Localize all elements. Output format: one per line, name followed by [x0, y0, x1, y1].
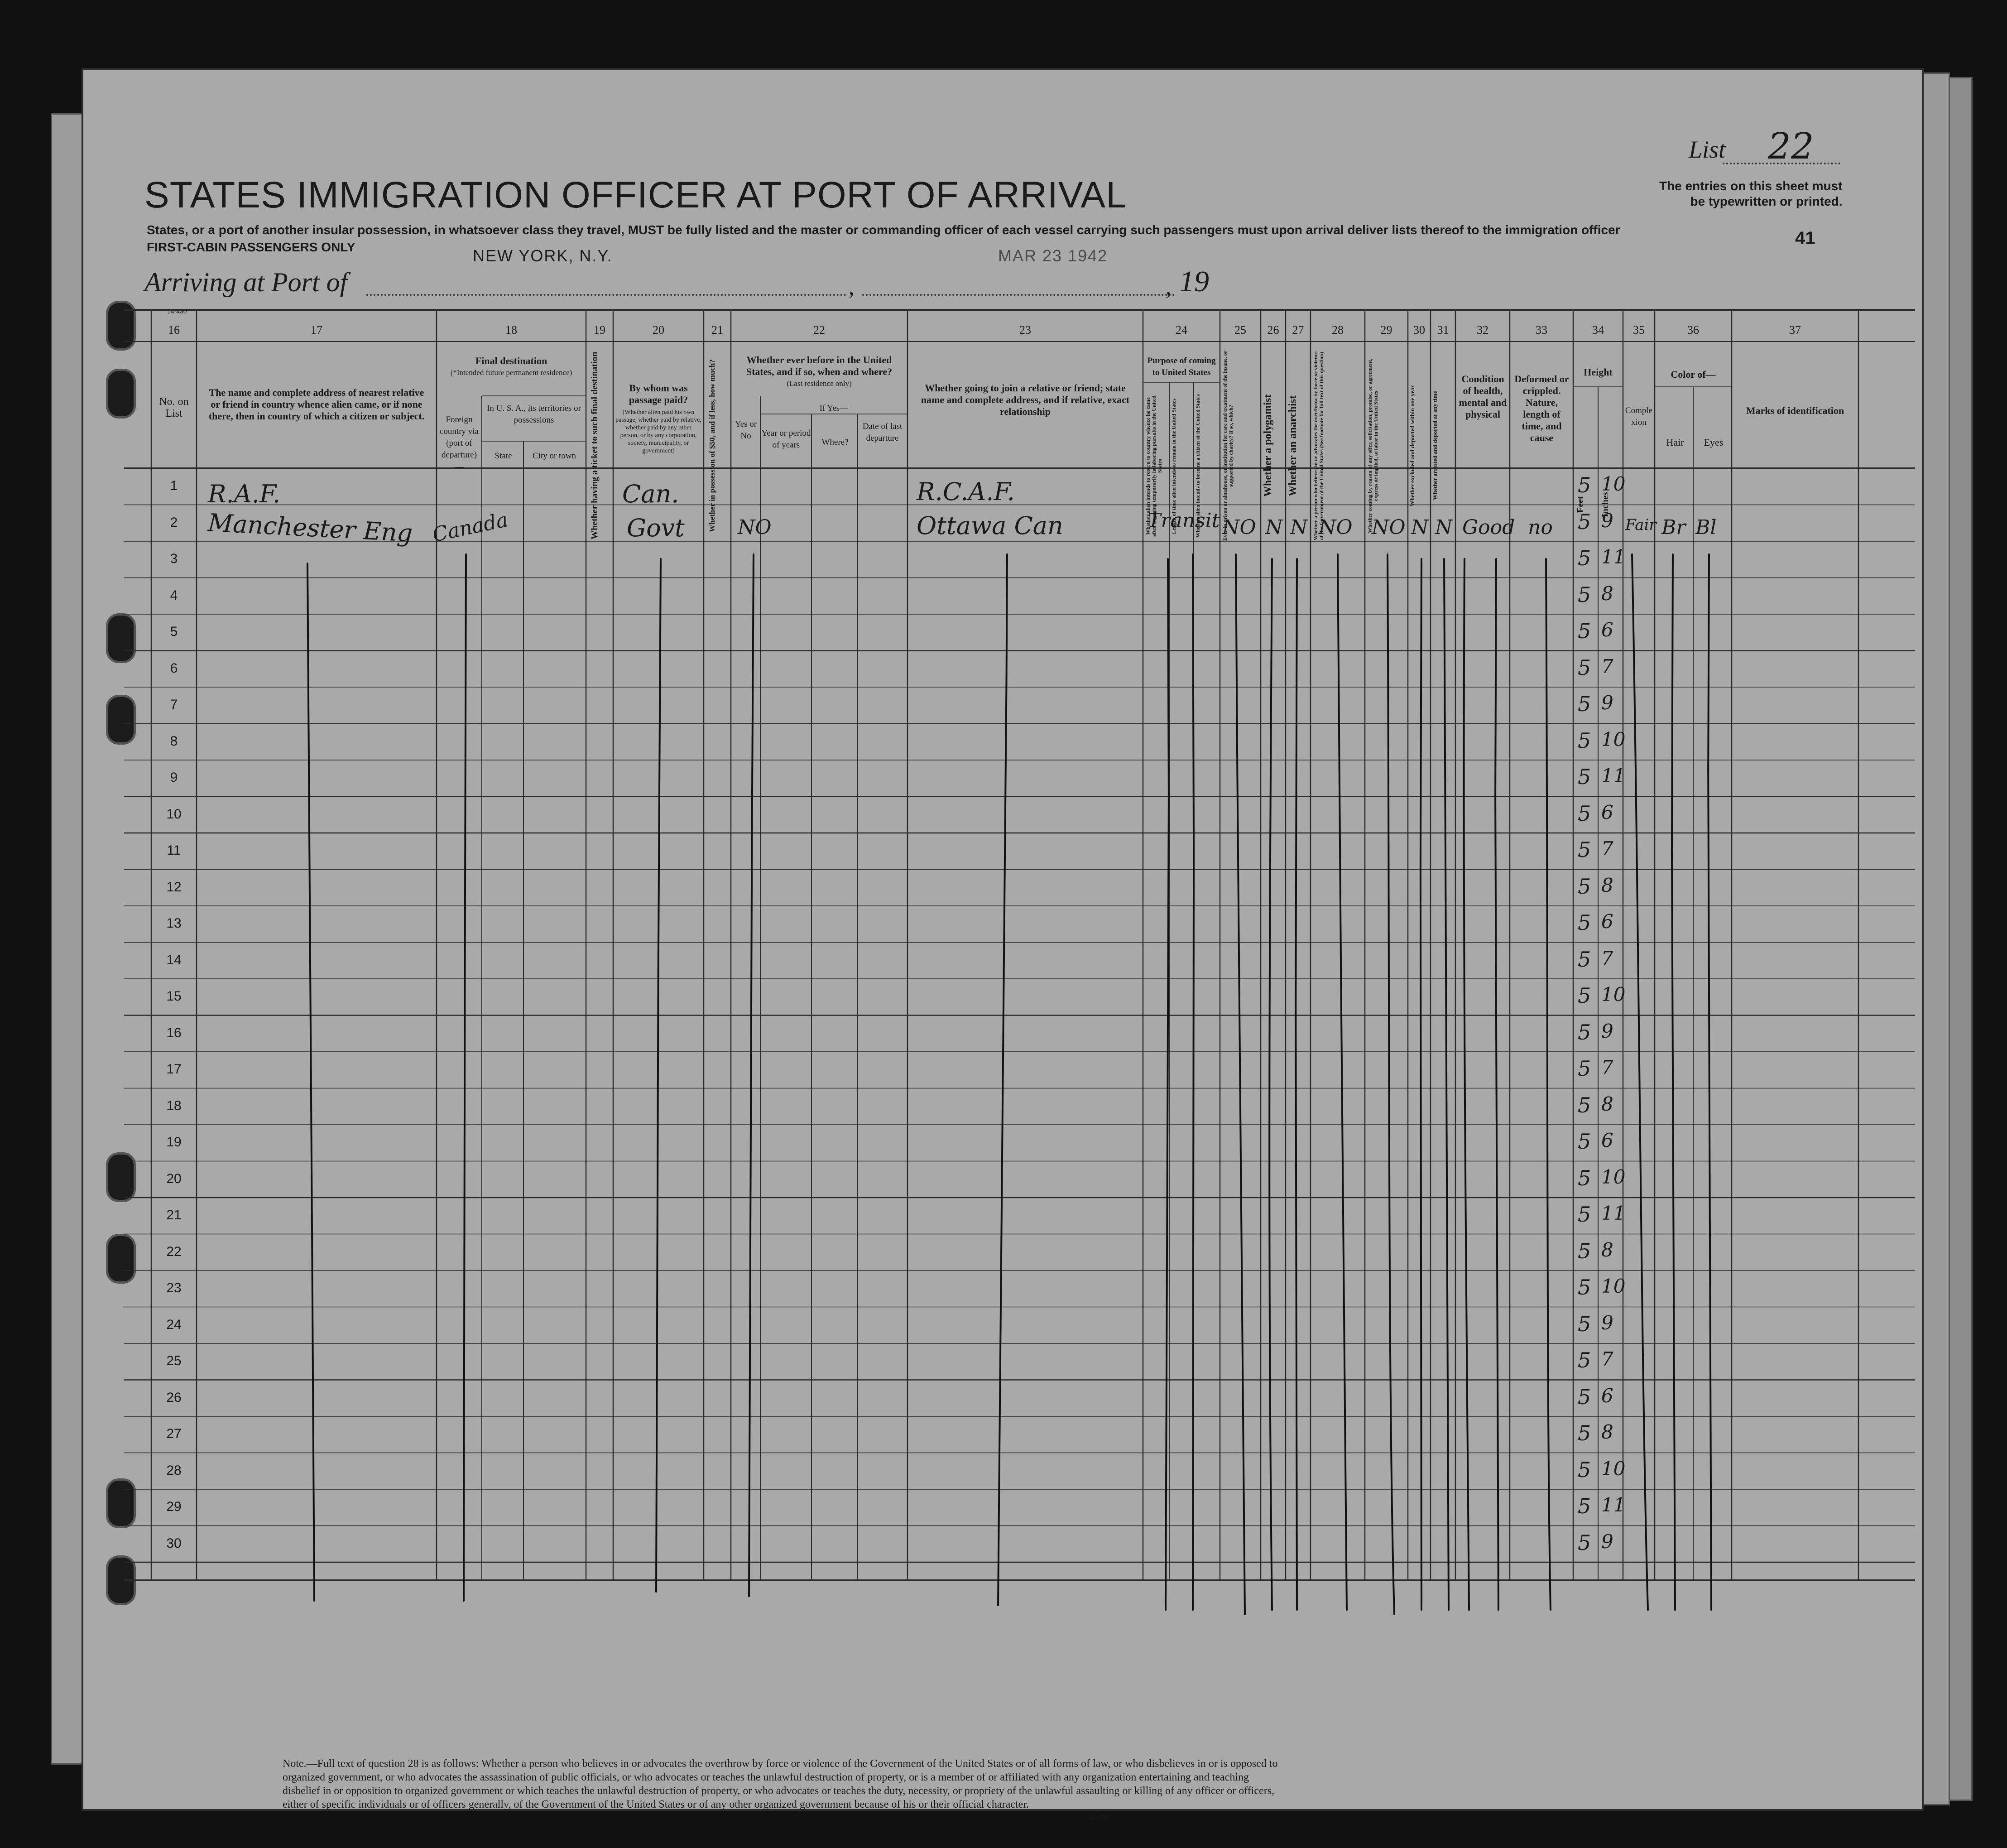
header-labor-offer: Whether coming by reason of any offer, solicitation, promise, or agreement, express or implied, to labor in the United States — [1367, 358, 1379, 533]
row-number: 4 — [170, 587, 178, 603]
header-purpose: Purpose of coming to United States — [1147, 356, 1216, 377]
manifest-sheet — [82, 68, 1924, 1821]
height-inches: 9 — [1601, 692, 1613, 714]
header-feet: Feet — [1575, 496, 1585, 513]
list-label: List — [1689, 136, 1726, 163]
column-number: 36 — [1687, 323, 1699, 337]
column-number: 24 — [1176, 323, 1187, 337]
header-ever-before-us: Whether ever before in the United States, and if so, when and where? (Last residence only) — [746, 354, 893, 388]
height-feet: 5 — [1578, 1020, 1591, 1044]
row-number: 16 — [166, 1025, 182, 1040]
row-number: 13 — [166, 916, 182, 931]
header-arrested: Whether arrested and deported at any time — [1431, 391, 1438, 500]
header-polygamist: Whether a polygamist — [1262, 394, 1274, 497]
passage-paid-line-2: Govt — [627, 514, 685, 542]
height-inches: 8 — [1601, 874, 1613, 896]
height-inches: 10 — [1601, 983, 1626, 1006]
height-inches: 9 — [1601, 1530, 1613, 1553]
form-code-top: 14-430 — [167, 308, 187, 315]
height-feet: 5 — [1578, 655, 1591, 680]
height-feet: 5 — [1578, 837, 1591, 862]
height-feet: 5 — [1578, 1384, 1591, 1409]
height-feet: 5 — [1578, 983, 1591, 1008]
column-number: 37 — [1789, 323, 1801, 337]
joining-line-1: R.C.A.F. — [917, 477, 1015, 506]
height-feet: 5 — [1578, 874, 1591, 899]
row-number: 24 — [166, 1317, 182, 1332]
column-number: 29 — [1380, 323, 1392, 337]
date-stamp: MAR 23 1942 — [998, 246, 1108, 265]
height-inches: 10 — [1601, 1275, 1626, 1297]
subtitle-line-1: States, or a port of another insular possession, in whatsoever class they travel, MUST be fully listed and the master or commanding officer of each vessel carrying such passengers must upon arrival deliver lists thereof to the immigration officer — [147, 223, 1620, 237]
height-feet: 5 — [1578, 1129, 1591, 1154]
header-color-of: Color of— — [1671, 369, 1716, 380]
typewritten-instruction: The entries on this sheet must be typewritten or printed. — [1659, 179, 1843, 208]
height-feet: 5 — [1578, 1165, 1591, 1190]
page-title: STATES IMMIGRATION OFFICER AT PORT OF ARRIVAL — [144, 174, 1127, 216]
row-number: 14 — [166, 952, 182, 967]
joining-line-2: Ottawa Can — [917, 511, 1063, 540]
column-number: 27 — [1292, 323, 1304, 337]
complexion-entry: Fair — [1625, 516, 1656, 534]
height-feet: 5 — [1578, 1275, 1591, 1299]
col25-entry: NO — [1222, 516, 1256, 539]
height-inches: 11 — [1601, 1202, 1626, 1224]
height-feet: 5 — [1578, 1348, 1591, 1372]
row-number: 28 — [166, 1463, 182, 1478]
row-number: 11 — [167, 843, 181, 858]
height-feet: 5 — [1578, 765, 1591, 789]
eyes-entry: Bl — [1695, 516, 1717, 539]
header-ticket: Whether having a ticket to such final destination — [590, 351, 600, 540]
header-anarchist: Whether an anarchist — [1287, 395, 1299, 496]
row-number: 23 — [166, 1280, 182, 1295]
column-number: 32 — [1477, 323, 1488, 337]
height-inches: 11 — [1601, 1494, 1626, 1516]
height-feet: 5 — [1578, 1238, 1591, 1263]
header-if-yes: If Yes— — [819, 404, 849, 413]
height-feet: 5 — [1578, 801, 1591, 826]
ditto-lines — [83, 70, 1922, 1809]
row-number: 12 — [166, 879, 182, 895]
row-number: 19 — [166, 1135, 182, 1150]
height-feet: 5 — [1578, 546, 1591, 570]
health-entry: Good — [1462, 516, 1515, 539]
column-number: 30 — [1413, 323, 1425, 337]
row-number: 27 — [166, 1426, 182, 1441]
column-number: 31 — [1437, 323, 1449, 337]
header-overthrow: Whether a person who believes in or advocates the overthrow by force or violence of the Government of the United States (See footnote for full text of this question) — [1312, 351, 1325, 540]
hair-entry: Br — [1661, 516, 1686, 539]
subtitle-line-2: FIRST-CABIN PASSENGERS ONLY — [147, 240, 355, 254]
height-feet: 5 — [1578, 1457, 1591, 1482]
header-prison: Ever in prison or almshouse, or institution for care and treatment of the insane, or supported by charity? If so, which? — [1222, 351, 1234, 541]
year-prefix: 19 — [1179, 265, 1209, 298]
header-purpose-b: Length of time alien intends to remain in the United States — [1171, 398, 1177, 534]
header-deformed: Deformed or crippled. Nature, length of time, and cause — [1514, 373, 1569, 443]
relative-line-2: Manchester Eng — [207, 508, 413, 548]
row-number: 25 — [166, 1353, 182, 1368]
column-number: 16 — [168, 323, 180, 337]
row-number: 1 — [170, 478, 178, 493]
header-possession-50: Whether in possession of $50, and if less, how much? — [708, 359, 716, 532]
row-number: 10 — [166, 806, 182, 822]
col30-entry: N — [1411, 516, 1429, 539]
comma: , — [1166, 274, 1172, 299]
col31-entry: N — [1435, 516, 1453, 539]
height-inches: 6 — [1601, 619, 1613, 641]
height-inches: 6 — [1601, 801, 1613, 823]
port-name: NEW YORK, N.Y. — [473, 246, 613, 265]
height-inches: 8 — [1601, 582, 1613, 605]
row-number: 5 — [170, 624, 178, 639]
height-inches: 6 — [1601, 1129, 1613, 1151]
height-feet: 5 — [1578, 619, 1591, 643]
list-number: 22 — [1768, 125, 1814, 167]
height-inches: 8 — [1601, 1421, 1613, 1443]
comma: , — [849, 274, 855, 299]
height-inches: 7 — [1601, 655, 1613, 678]
height-inches: 8 — [1601, 1238, 1613, 1261]
column-number: 35 — [1633, 323, 1645, 337]
height-feet: 5 — [1578, 1311, 1591, 1336]
header-relative-address: The name and complete address of nearest relative or friend in country whence alien came, or if none there, then in country of which a citizen or subject. — [208, 387, 425, 422]
height-feet: 5 — [1578, 1202, 1591, 1227]
header-no-on-list: No. on List — [159, 396, 189, 419]
column-number: 21 — [711, 323, 723, 337]
col26-entry: N — [1265, 516, 1283, 539]
header-purpose-c: Whether alien intends to become a citizen of the United States — [1195, 394, 1201, 538]
column-number: 19 — [594, 323, 605, 337]
col29-entry: NO — [1372, 516, 1406, 539]
page-number: 41 — [1795, 228, 1815, 248]
height-inches: 7 — [1601, 1056, 1613, 1078]
row-number: 29 — [166, 1499, 182, 1514]
row-number: 18 — [166, 1098, 182, 1113]
height-feet: 5 — [1578, 473, 1591, 497]
ever-before-us-entry: NO — [738, 516, 772, 539]
column-number: 18 — [505, 323, 517, 337]
column-number: 23 — [1019, 323, 1031, 337]
header-yes-no: Yes or No — [735, 419, 757, 441]
height-inches: 8 — [1601, 1092, 1613, 1115]
row-number: 9 — [170, 770, 178, 785]
col27-entry: N — [1290, 516, 1308, 539]
header-condition: Condition of health, mental and physical — [1459, 373, 1507, 420]
header-complexion: Complexion — [1625, 406, 1653, 427]
column-number: 17 — [311, 323, 322, 337]
header-date-departure: Date of last departure — [862, 422, 903, 443]
row-number: 26 — [166, 1390, 182, 1405]
column-number: 28 — [1332, 323, 1344, 337]
header-inches: Inches — [1600, 492, 1610, 517]
column-number: 33 — [1536, 323, 1547, 337]
height-feet: 5 — [1578, 1530, 1591, 1555]
purpose-entry: Transit — [1148, 509, 1220, 532]
header-joining-relative: Whether going to join a relative or friend; state name and complete address, and if relative, exact relationship — [921, 382, 1130, 417]
row-number: 8 — [170, 733, 178, 749]
foreign-country-entry: Canada — [430, 508, 510, 547]
row-number: 2 — [170, 515, 178, 530]
height-inches: 9 — [1601, 1311, 1613, 1334]
row-number: 30 — [166, 1535, 182, 1551]
height-inches: 10 — [1601, 728, 1626, 751]
header-in-usa: In U. S. A., its territories or possessions — [487, 404, 581, 425]
header-foreign-country: Foreign country via (port of departure)— — [439, 415, 479, 472]
form-code-bottom: 14-430 — [1089, 1814, 1109, 1821]
header-excluded: Whether excluded and deported within one year — [1409, 385, 1416, 506]
height-feet: 5 — [1578, 692, 1591, 716]
height-feet: 5 — [1578, 509, 1591, 534]
relative-line-1: R.A.F. — [208, 480, 281, 508]
height-feet: 5 — [1578, 1421, 1591, 1445]
height-feet: 5 — [1578, 1092, 1591, 1117]
height-inches: 7 — [1601, 947, 1613, 969]
height-inches: 6 — [1601, 910, 1613, 933]
height-inches: 11 — [1601, 546, 1626, 568]
deformed-entry: no — [1528, 516, 1553, 539]
header-passage-paid: By whom was passage paid? (Whether alien paid his own passage, whether paid by relative, whether paid by any other person, or by any corporation, society, municipality, or government) — [615, 382, 701, 454]
row-number: 22 — [166, 1244, 182, 1259]
row-number: 15 — [166, 989, 182, 1004]
height-feet: 5 — [1578, 947, 1591, 972]
height-feet: 5 — [1578, 728, 1591, 753]
column-number: 34 — [1592, 323, 1604, 337]
header-city-town: City or town — [532, 451, 576, 461]
height-inches: 10 — [1601, 473, 1626, 495]
row-number: 6 — [170, 660, 178, 676]
height-inches: 9 — [1601, 1020, 1613, 1042]
height-feet: 5 — [1578, 1056, 1591, 1081]
header-year-period: Year or period of years — [761, 428, 811, 450]
height-inches: 11 — [1601, 765, 1626, 787]
row-number: 21 — [166, 1208, 182, 1222]
header-purpose-a: Whether alien intends to return to country whence he came after engaging temporarily in laboring pursuits in the United States — [1145, 395, 1163, 537]
row-number: 3 — [170, 551, 178, 566]
col28-entry: NO — [1319, 516, 1353, 539]
column-number: 20 — [653, 323, 664, 337]
header-height: Height — [1584, 366, 1613, 378]
header-final-destination: Final destination (*Intended future permanent residence) — [450, 355, 572, 377]
footnote-question-28: Note.—Full text of question 28 is as follows: Whether a person who believes in or advocates the overthrow by force or violence of the Government of the United States or of all forms of law, or who disbelieves in or is opposed to organized government, or who advocates the assassination of public officials, or who advocates or teaches the unlawful destruction of property, or is a member of or affiliated with any organization entertaining and teaching disbelief in or opposition to organized government or which teaches the unlawful destruction of property, or who advocates or teaches the duty, necessity, or propriety of the unlawful assaulting or killing of any officer or officers, either of specific individuals or of officers generally, of the Government of the United States or of any other organized government because of his or their official character. — [283, 1758, 1278, 1810]
height-feet: 5 — [1578, 910, 1591, 935]
column-number: 25 — [1234, 323, 1246, 337]
height-inches: 10 — [1601, 1165, 1626, 1188]
passage-paid-line-1: Can. — [622, 480, 679, 508]
height-inches: 10 — [1601, 1457, 1626, 1480]
height-inches: 6 — [1601, 1384, 1613, 1407]
column-number: 26 — [1267, 323, 1279, 337]
arriving-label: Arriving at Port of — [144, 267, 348, 297]
row-number: 17 — [166, 1062, 182, 1077]
height-feet: 5 — [1578, 582, 1591, 607]
header-eyes: Eyes — [1704, 437, 1724, 448]
header-state: State — [495, 451, 512, 461]
header-where: Where? — [821, 438, 849, 447]
header-hair: Hair — [1666, 437, 1684, 448]
height-inches: 7 — [1601, 837, 1613, 860]
height-feet: 5 — [1578, 1494, 1591, 1518]
row-number: 20 — [166, 1171, 182, 1186]
header-marks-identification: Marks of identification — [1746, 405, 1844, 416]
height-inches: 7 — [1601, 1348, 1613, 1370]
column-number: 22 — [813, 323, 825, 337]
row-number: 7 — [170, 697, 178, 712]
height-inches: 9 — [1601, 509, 1613, 532]
